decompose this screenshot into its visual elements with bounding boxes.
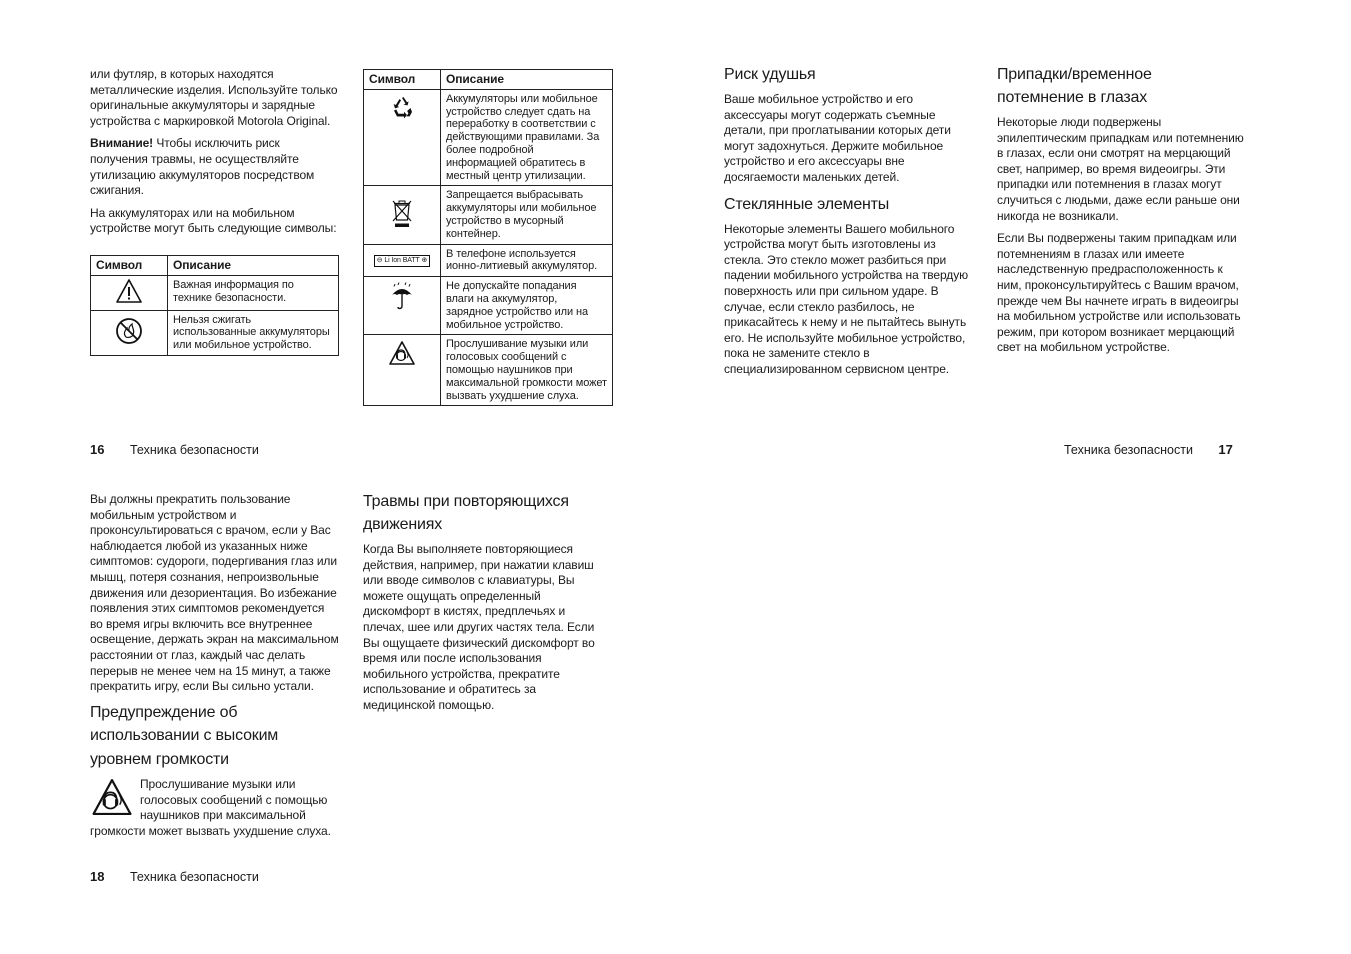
symbol-cell (364, 244, 441, 277)
page-number: 16 (90, 442, 105, 457)
page16-footer (90, 442, 259, 457)
page16-warning-paragraph (90, 136, 340, 198)
table-row (364, 244, 613, 277)
page16-column-right (363, 69, 613, 406)
heading-line: Припадки/временное (997, 66, 1152, 83)
page16-paragraph-3: На аккумуляторах или на мобильном устройстве могут быть следующие символы: (90, 205, 337, 236)
symbol-cell (364, 89, 441, 186)
table-header-row (91, 255, 339, 275)
symbol-table-2 (363, 69, 613, 406)
page-number: 18 (90, 869, 105, 884)
heading-line: движениях (363, 516, 443, 533)
symbol-cell (91, 275, 168, 310)
warning-text: Чтобы исключить риск получения травмы, не осуществляйте утилизацию аккумуляторов посредством сжигания. (90, 136, 315, 198)
warning-triangle-icon (115, 278, 143, 304)
description-cell: Аккумуляторы или мобильное устройство следует сдать на переработку в соответствии с действующими правилами. За более подробной информацией обратитесь в местный центр утилизации. (441, 89, 613, 186)
description-cell: В телефоне используется ионно-литиевый аккумулятор. (441, 244, 613, 277)
recycle-icon (390, 96, 414, 120)
no-burn-icon (115, 317, 143, 345)
li-ion-battery-icon: ⊖ Li Ion BATT ⊕ (374, 255, 431, 267)
section-heading-seizures (997, 63, 1247, 109)
symbol-table-1 (90, 255, 339, 356)
table-header-row (364, 70, 613, 90)
hearing-warning-icon (388, 340, 416, 366)
glass-paragraph: Некоторые элементы Вашего мобильного устройства могут быть изготовлены из стекла. Это стекло может разбиться при падении мобильного устройства на твердую поверхность или при сильном ударе. В случае, если стекло разбилось, не прикасайтесь к нему и не пытайтесь вынуть его. Не используйте мобильное устройство, пока не замените стекло в специализированном сервисном центре. (724, 221, 968, 376)
page17-column-right (997, 63, 1247, 363)
description-cell: Запрещается выбрасывать аккумуляторы или мобильное устройство в мусорный контейнер. (441, 186, 613, 244)
section-heading-volume (90, 701, 340, 772)
table-row (364, 186, 613, 244)
hearing-warning-icon (90, 777, 134, 817)
seizures-paragraph-2: Если Вы подвержены таким припадкам или потемнениям в глазах или имеете наследственную предрасположенность к ним, проконсультируйтесь с Вашим врачом, прежде чем Вы начнете играть в видеоигры на мобильном устройстве или использовать режим, при котором возникает мерцающий свет на мобильном устройстве. (997, 231, 1241, 355)
seizures-paragraph-1: Некоторые люди подвержены эпилептическим припадкам или потемнению в глазах, если они смотрят на мерцающий свет, например, во время видеоигры. Эти припадки или потемнения в глазах могут случиться с людьми, даже если раньше они никогда не возникали. (997, 115, 1244, 223)
symptoms-paragraph: Вы должны прекратить пользование мобильным устройством и проконсультироваться с врачом, если у Вас наблюдается любой из указанных ниже симптомов: судороги, подергивания глаз или мышц, потеря сознания, непроизвольные движения или дезориентация. Во избежание появления этих симптомов рекомендуется во время игры включить все внутреннее освещение, держать экран на максимальном расстоянии от глаз, каждый час делать перерыв не менее чем на 15 минут, а также прекратить игру, если Вы сильно устали. (90, 492, 339, 694)
page-section-title: Техника безопасности (129, 443, 259, 457)
column-header-symbol: Символ (364, 70, 441, 90)
choking-paragraph: Ваше мобильное устройство и его аксессуары могут содержать съемные детали, при проглатывании которых дети могут задохнуться. Держите мобильное устройство и его аксессуары вне досягаемости маленьких детей. (724, 92, 951, 184)
symbol-cell (364, 186, 441, 244)
table-row (364, 89, 613, 186)
column-header-description: Описание (168, 255, 339, 275)
description-cell: Важная информация по технике безопасности. (168, 275, 339, 310)
repetitive-paragraph: Когда Вы выполняете повторяющиеся действия, например, при нажатии клавиш или вводе символов с клавиатуры, Вы можете ощущать определенный дискомфорт в кистях, предплечьях и плечах, шее или других частях тела. Если Вы ощущаете физический дискомфорт во время или после использования мобильного устройства, прекратите использование и обратитесь за медицинской помощью. (363, 542, 595, 712)
table-row (91, 310, 339, 355)
symbol-cell (364, 335, 441, 406)
description-cell: Не допускайте попадания влаги на аккумулятор, зарядное устройство или на мобильное устройство. (441, 277, 613, 335)
section-heading-repetitive (363, 490, 608, 536)
heading-line: потемнение в глазах (997, 89, 1148, 106)
page17-column-left (724, 63, 974, 385)
heading-line: уровнем громкости (90, 750, 229, 768)
table-row (91, 275, 339, 310)
volume-paragraph (90, 777, 340, 839)
page16-paragraph-1: или футляр, в которых находятся металлические изделия. Используйте только оригинальные аккумуляторы и зарядные устройства с маркировкой Motorola Original. (90, 67, 338, 128)
crossed-bin-icon (391, 198, 413, 228)
page18-footer (90, 869, 259, 884)
heading-line: Травмы при повторяющихся (363, 493, 569, 510)
section-heading-choking: Риск удушья (724, 66, 816, 83)
page-number: 17 (1218, 442, 1233, 457)
symbol-cell (364, 277, 441, 335)
heading-line: Предупреждение об (90, 703, 238, 721)
column-header-description: Описание (441, 70, 613, 90)
column-header-symbol: Символ (91, 255, 168, 275)
page-section-title: Техника безопасности (129, 870, 259, 884)
section-heading-glass: Стеклянные элементы (724, 195, 890, 213)
table-row (364, 335, 613, 406)
volume-text: Прослушивание музыки или голосовых сообщений с помощью наушников при максимальной громкости может вызвать ухудшение слуха. (90, 777, 331, 838)
heading-line: использовании с высоким (90, 727, 279, 745)
page18-column-left (90, 492, 340, 847)
description-cell: Нельзя сжигать использованные аккумуляторы или мобильное устройство. (168, 310, 339, 355)
warning-label: Внимание! (90, 136, 154, 151)
description-cell: Прослушивание музыки или голосовых сообщений с помощью наушников при максимальной громкости может вызвать ухудшение слуха. (441, 335, 613, 406)
symbol-cell (91, 310, 168, 355)
page-section-title: Техника безопасности (1064, 443, 1193, 457)
table-row (364, 277, 613, 335)
page16-column-left (90, 67, 340, 356)
umbrella-icon (389, 282, 415, 310)
battery-icon-label: Li Ion BATT (384, 257, 420, 265)
page17-footer (1064, 442, 1233, 457)
page18-column-right (363, 490, 608, 721)
